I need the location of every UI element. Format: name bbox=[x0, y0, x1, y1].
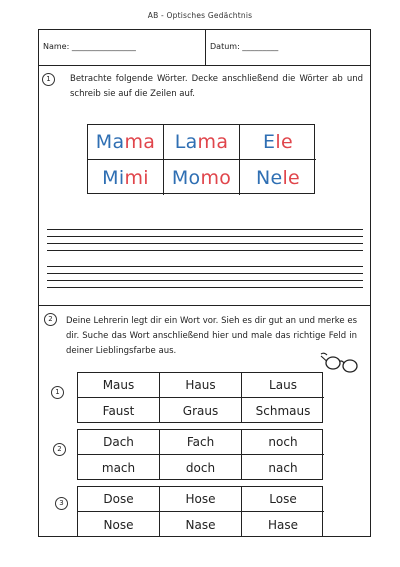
word-cell bbox=[240, 125, 316, 160]
field-divider bbox=[205, 29, 206, 65]
word-part-red: ma bbox=[197, 131, 229, 153]
writing-line bbox=[47, 280, 363, 281]
writing-line bbox=[47, 243, 363, 244]
task-number-1: 1 bbox=[42, 73, 55, 86]
section-divider bbox=[38, 305, 371, 306]
header-divider bbox=[38, 65, 371, 66]
word-field[interactable]: Schmaus bbox=[255, 403, 311, 418]
word-field[interactable]: Nose bbox=[78, 512, 160, 537]
task2-instruction: Deine Lehrerin legt dir ein Wort vor. Sieh es dir gut an und merke es dir. Suche das Wort anschließend hier und male das richtige Feld in deiner Lieblingsfarbe aus. bbox=[66, 316, 357, 356]
word-part-blue: Mi bbox=[102, 166, 125, 189]
word-part-red: mi bbox=[124, 166, 149, 189]
word-cell bbox=[88, 125, 164, 160]
writing-line bbox=[47, 236, 363, 237]
word-field[interactable]: doch bbox=[160, 455, 242, 480]
word-part-blue: La bbox=[174, 131, 198, 153]
word-part-red: le bbox=[275, 131, 293, 153]
writing-line bbox=[47, 266, 363, 267]
word-field[interactable]: Lose bbox=[242, 487, 324, 512]
word-cell bbox=[164, 160, 240, 195]
word-field[interactable]: Dose bbox=[78, 487, 160, 512]
writing-lines[interactable] bbox=[47, 229, 363, 259]
task1-instruction: Betrachte folgende Wörter. Decke anschließend die Wörter ab und schreib sie auf die Zeilen auf. bbox=[70, 74, 363, 99]
word-field[interactable]: Nase bbox=[160, 512, 242, 537]
word-field[interactable]: Laus bbox=[242, 373, 324, 398]
writing-line bbox=[47, 287, 363, 288]
word-cell bbox=[240, 160, 316, 195]
word-field[interactable]: Maus bbox=[78, 373, 160, 398]
exercise-grid bbox=[77, 372, 323, 423]
word-part-blue: Mo bbox=[171, 166, 201, 189]
exercise-grid bbox=[77, 429, 323, 480]
word-field[interactable]: Hose bbox=[160, 487, 242, 512]
name-field[interactable]: Name: ________________ bbox=[43, 42, 136, 51]
page-title: AB - Optisches Gedächtnis bbox=[147, 11, 253, 20]
date-field[interactable]: Datum: _________ bbox=[210, 42, 279, 51]
exercise-grid bbox=[77, 486, 323, 537]
writing-line bbox=[47, 273, 363, 274]
word-field[interactable]: Graus bbox=[160, 398, 242, 423]
word-field[interactable]: Faust bbox=[78, 398, 160, 423]
word-part-blue: E bbox=[263, 131, 276, 153]
word-part-blue: Ne bbox=[255, 166, 283, 189]
exercise-number-3: 3 bbox=[55, 497, 68, 510]
task-number-2: 2 bbox=[44, 313, 57, 326]
writing-lines[interactable] bbox=[47, 266, 363, 296]
word-field[interactable]: noch bbox=[242, 430, 324, 455]
word-field[interactable]: Hase bbox=[267, 517, 298, 532]
word-part-blue: Ma bbox=[95, 131, 125, 153]
word-part-red: le bbox=[282, 166, 301, 189]
exercise-number-1: 1 bbox=[51, 386, 64, 399]
word-cell bbox=[164, 125, 240, 160]
exercise-number-2: 2 bbox=[53, 443, 66, 456]
word-part-red: mo bbox=[200, 166, 232, 189]
writing-line bbox=[47, 229, 363, 230]
word-field[interactable]: Fach bbox=[160, 430, 242, 455]
word-cell bbox=[88, 160, 164, 195]
word-field[interactable]: nach bbox=[268, 460, 298, 475]
word-field[interactable]: Dach bbox=[78, 430, 160, 455]
writing-line bbox=[47, 250, 363, 251]
word-field[interactable]: mach bbox=[78, 455, 160, 480]
word-part-red: ma bbox=[124, 131, 156, 153]
glasses-icon bbox=[320, 350, 360, 376]
word-field[interactable]: Haus bbox=[160, 373, 242, 398]
word-grid bbox=[87, 124, 315, 194]
